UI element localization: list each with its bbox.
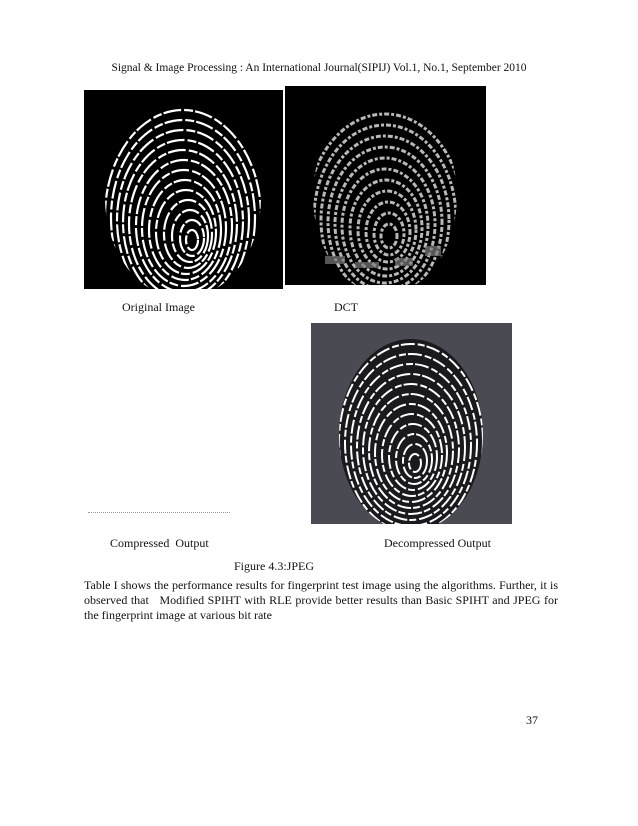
dct-image-figure (285, 86, 486, 285)
original-image-figure (84, 90, 283, 289)
journal-header: Signal & Image Processing : An International Journal(SIPIJ) Vol.1, No.1, September 2010 (111, 62, 527, 74)
original-fingerprint-image (84, 90, 283, 289)
figure-label: Figure 4.3:JPEG (234, 559, 315, 573)
caption-decompressed-output: Decompressed Output (384, 536, 491, 550)
compressed-output-image (88, 512, 230, 514)
caption-original-image: Original Image (122, 300, 195, 314)
page-number: 37 (526, 713, 538, 727)
caption-compressed-output: Compressed Output (110, 536, 209, 550)
dct-fingerprint-image (285, 86, 486, 285)
decompressed-fingerprint-image (311, 323, 512, 524)
caption-dct: DCT (334, 300, 358, 314)
decompressed-image-figure (311, 323, 512, 524)
body-paragraph: Table I shows the performance results for fingerprint test image using the algorithms. Further, it is observed that Modified SPIHT with RLE provide better results than Basic SPIHT and JPEG for the fingerprint image at various bit rate (84, 578, 561, 622)
